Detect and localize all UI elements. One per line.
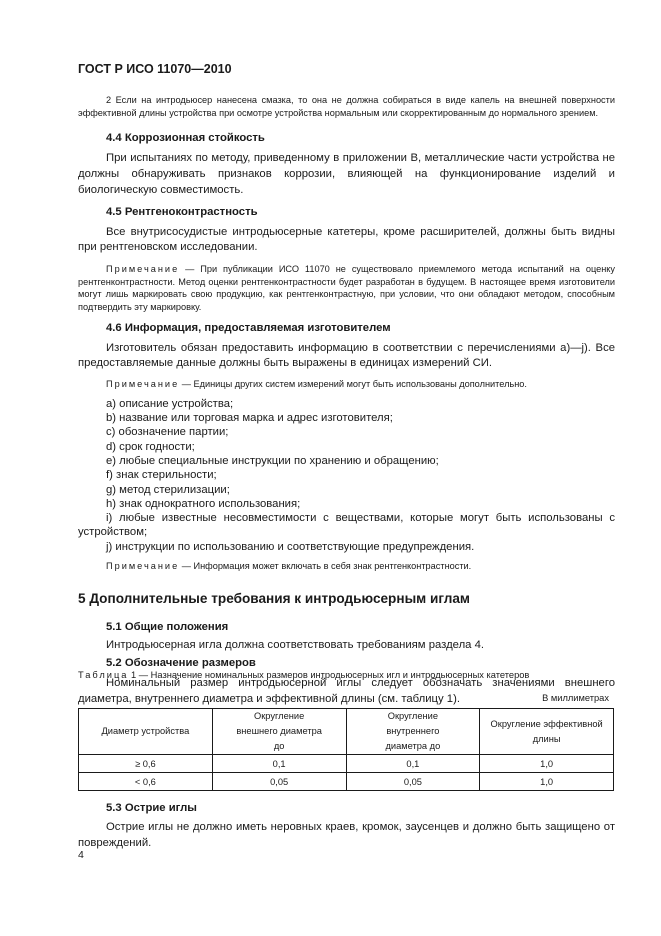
- note-4-5: [78, 263, 615, 313]
- table-cell: < 0,6: [79, 773, 213, 791]
- table-header-cell: Округление эффективной длины: [480, 709, 614, 755]
- heading-4-5: 4.5 Рентгеноконтрастность: [106, 205, 258, 218]
- note-text: — Информация может включать в себя знак рентгенконтрастности.: [179, 561, 472, 571]
- text-5-3: Острие иглы не должно иметь неровных краев, кромок, заусенцев и должно быть защищено от повреждений.: [78, 821, 615, 849]
- table-cell: 1,0: [480, 755, 614, 773]
- text-4-4: При испытаниях по методу, приведенному в приложении В, металлические части устройства не должны обнаруживать признаков коррозии, влияющей на функционирование изделий и биологическую совместимость.: [78, 152, 615, 196]
- page-number: 4: [78, 849, 84, 861]
- table-header-row: [79, 709, 614, 755]
- table-cell: 0,05: [346, 773, 480, 791]
- document-header: ГОСТ Р ИСО 11070—2010: [78, 62, 232, 76]
- table-row: [79, 773, 614, 791]
- list-item: е) любые специальные инструкции по хранению и обращению;: [106, 454, 439, 467]
- text-5-1: Интродьюсерная игла должна соответствовать требованиям раздела 4.: [106, 638, 485, 651]
- note-label: Примечание: [106, 379, 180, 390]
- text-4-5: Все внутрисосудистые интродьюсерные катетеры, кроме расширителей, должны быть видны при рентгеновском исследовании.: [78, 225, 615, 254]
- heading-5: 5 Дополнительные требования к интродьюсерным иглам: [78, 590, 470, 606]
- table-cell: 1,0: [480, 773, 614, 791]
- table-header-cell: Округление внешнего диаметра до: [212, 709, 346, 755]
- table-caption-text: 1 — Назначение номинальных размеров интродьюсерных игл и интродьюсерных катетеров: [128, 670, 530, 680]
- table-cell: 0,05: [212, 773, 346, 791]
- list-item: d) срок годности;: [106, 440, 195, 453]
- heading-4-4: 4.4 Коррозионная стойкость: [106, 132, 265, 145]
- note-label: Примечание: [106, 561, 180, 571]
- table-cell: ≥ 0,6: [79, 755, 213, 773]
- list-item: с) обозначение партии;: [106, 426, 229, 439]
- size-table: [78, 708, 614, 791]
- table-header-cell: Округление внутреннего диаметра до: [346, 709, 480, 755]
- list-item: j) инструкции по использованию и соответствующие предупреждения.: [106, 540, 475, 553]
- note-4-6-units: [106, 378, 615, 391]
- table-caption: [78, 670, 529, 680]
- note-label: Примечание: [106, 264, 180, 275]
- text-5-2: Номинальный размер интродьюсерной иглы следует обозначать значениями внешнего диаметра, внутреннего диаметра и эффективной длины (см. таблицу 1).: [78, 677, 615, 706]
- list-item: h) знак однократного использования;: [106, 497, 301, 510]
- heading-5-1: 5.1 Общие положения: [106, 620, 229, 633]
- table-row: [79, 755, 614, 773]
- heading-5-3: 5.3 Острие иглы: [106, 802, 197, 814]
- note-text: — Единицы других систем измерений могут быть использованы дополнительно.: [179, 379, 527, 390]
- note-lubricant: 2 Если на интродьюсер нанесена смазка, то она не должна собираться в виде капель на внешней поверхности эффективной длины устройства при осмотре устройства нормальным или скорректированным до нормального зрением.: [78, 95, 615, 118]
- info-list: [78, 397, 615, 554]
- list-item: f) знак стерильности;: [106, 469, 217, 482]
- heading-5-2: 5.2 Обозначение размеров: [106, 657, 256, 670]
- section-5-3: [78, 801, 615, 852]
- heading-4-6: 4.6 Информация, предоставляемая изготовителем: [106, 321, 391, 334]
- list-item: а) описание устройства;: [106, 397, 234, 410]
- table-header-cell: Диаметр устройства: [79, 709, 213, 755]
- list-item: b) название или торговая марка и адрес изготовителя;: [106, 412, 393, 425]
- note-4-6-radiopaque: [106, 560, 615, 573]
- list-item: i) любые известные несовместимости с веществами, которые могут быть использованы с устройством;: [78, 512, 615, 539]
- table-unit: В миллиметрах: [542, 693, 609, 703]
- text-4-6: Изготовитель обязан предоставить информацию в соответствии с перечислениями а)—j). Все предоставляемые данные должны быть выражены в единицах измерений СИ.: [78, 341, 615, 370]
- note-text: — При публикации ИСО 11070 не существовало приемлемого метода испытаний на оценку рентгенконтрастности. Метод оценки рентгенконтрастности будет разработан в будущем. В настоящее время изготовители могут лишь маркировать свою продукцию, как рентгенконтрастную, при условии, что они обладают методом, способным подтвердить эту маркировку.: [78, 264, 615, 312]
- table-caption-label: Таблица: [78, 670, 129, 680]
- table-cell: 0,1: [212, 755, 346, 773]
- list-item: g) метод стерилизации;: [106, 483, 230, 496]
- table-cell: 0,1: [346, 755, 480, 773]
